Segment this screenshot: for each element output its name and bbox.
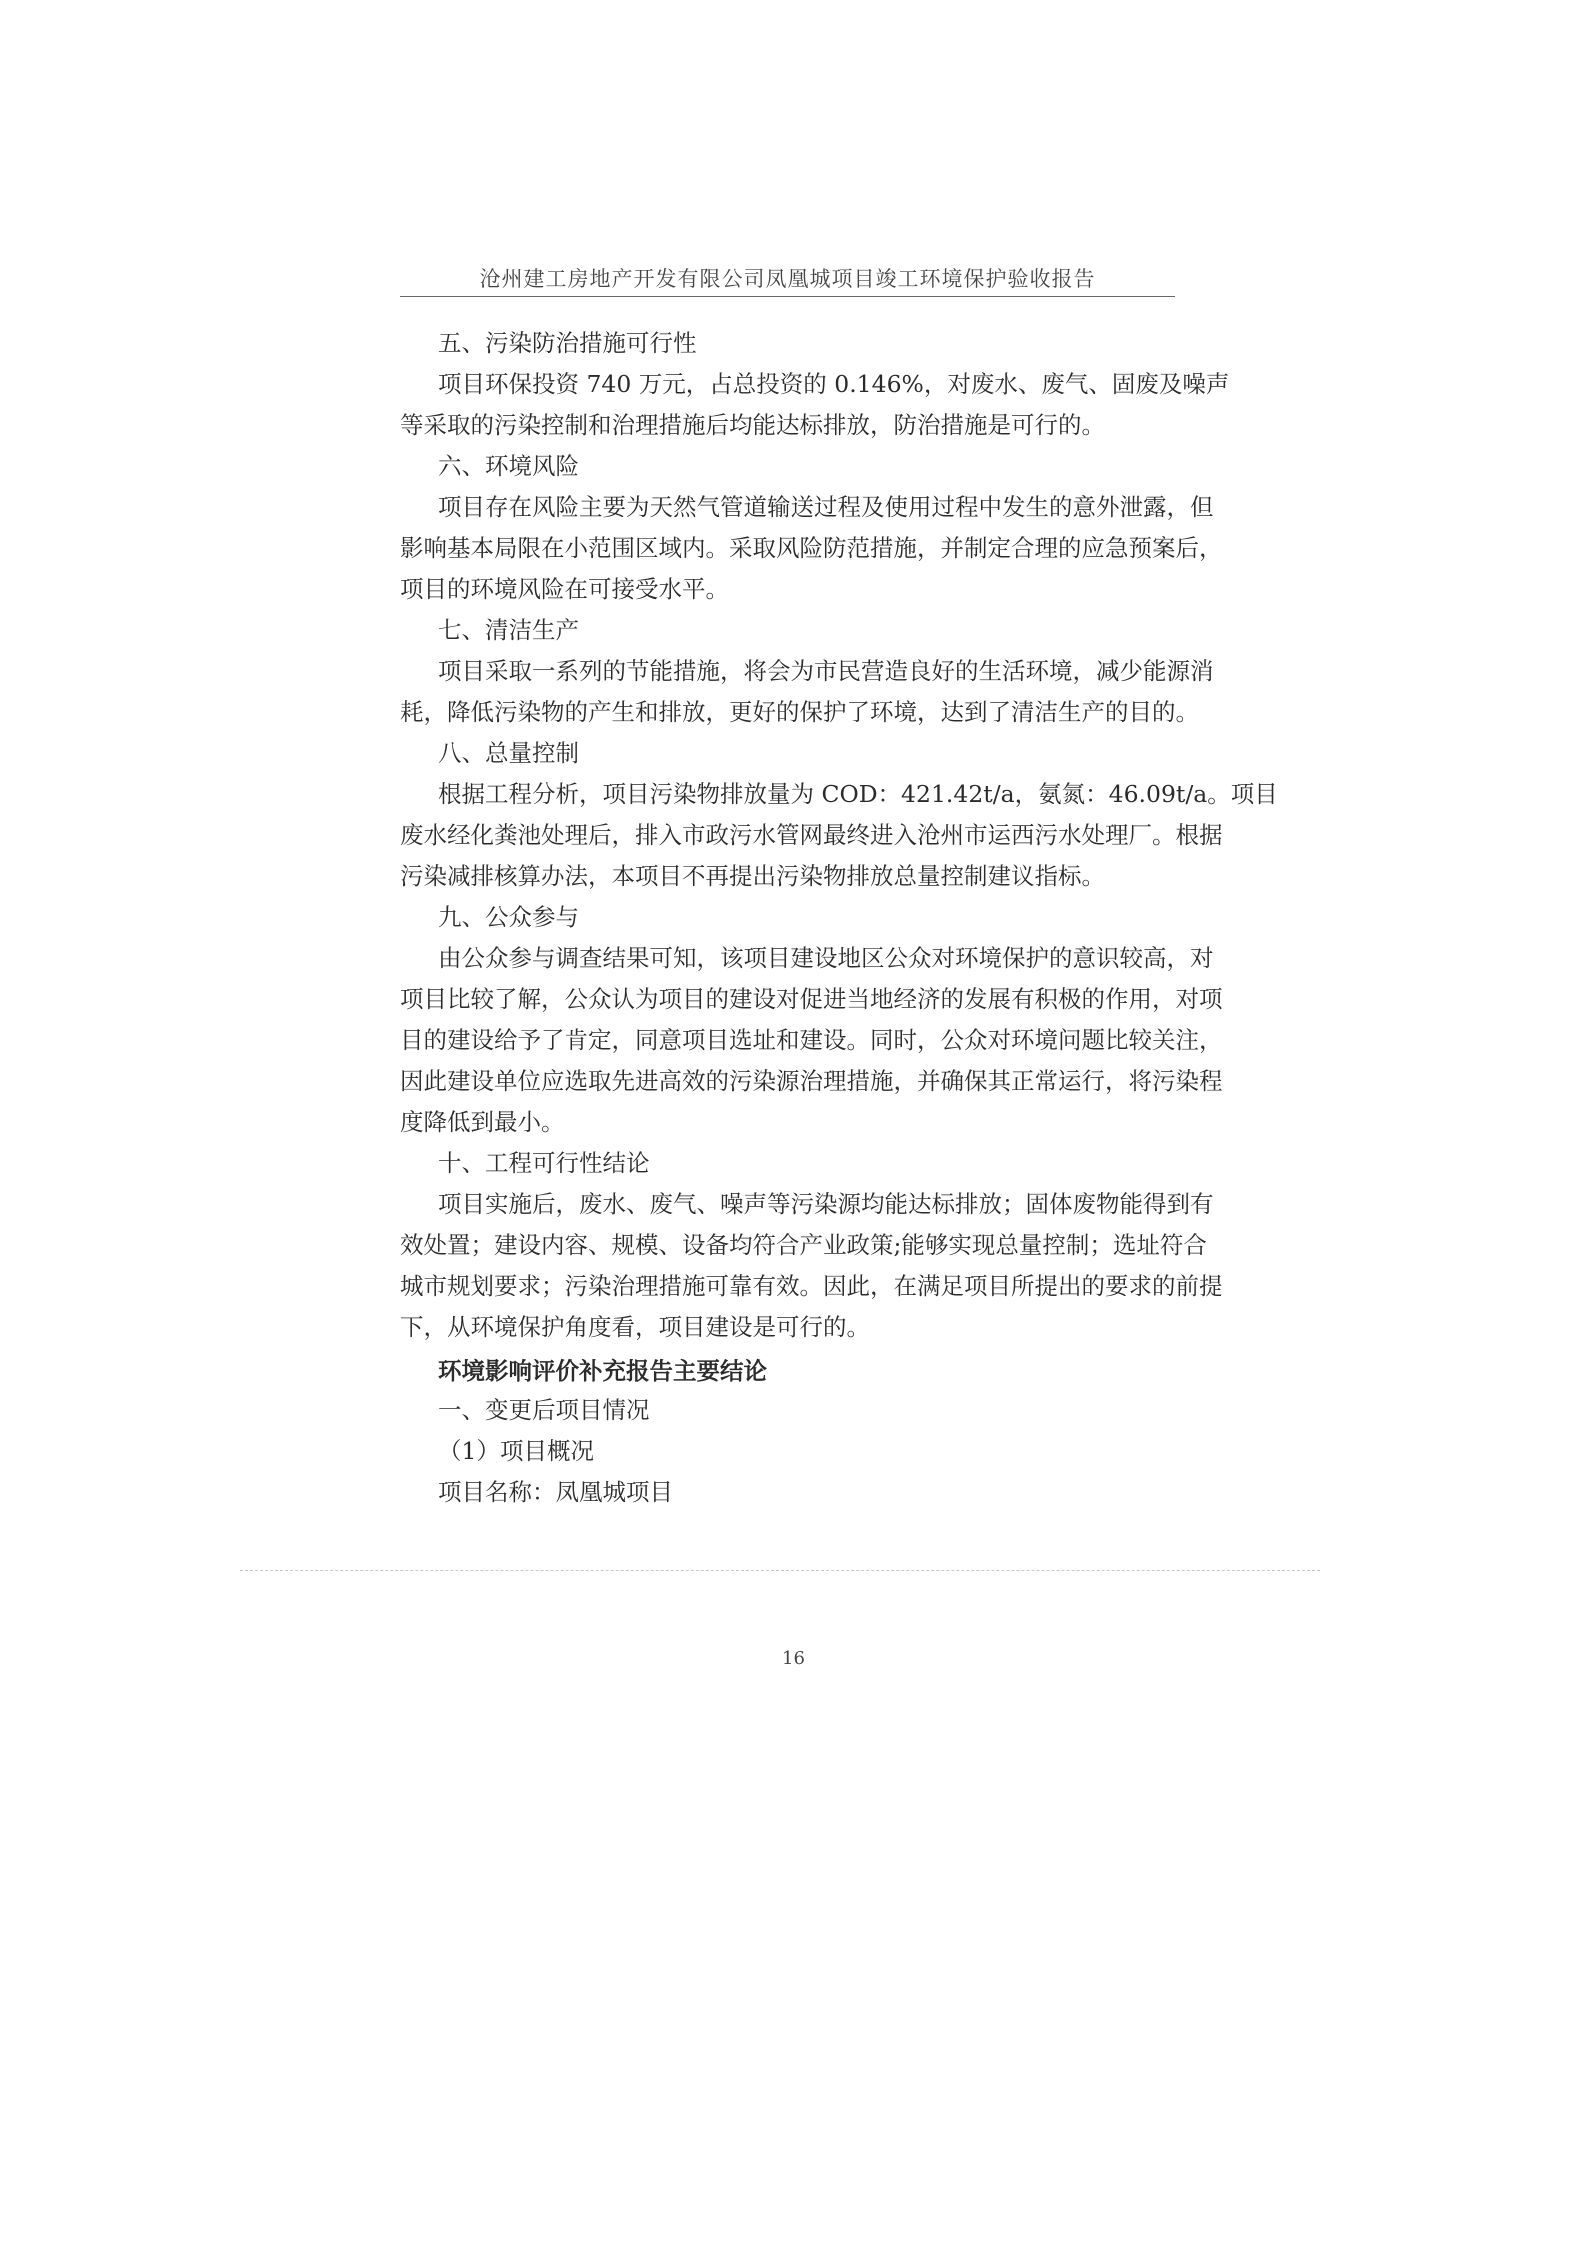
header-rule [400,296,1175,297]
paragraph-line: 因此建设单位应选取先进高效的污染源治理措施，并确保其正常运行，将污染程 [400,1067,1223,1095]
section-heading: 九、公众参与 [438,903,579,931]
paragraph-line: 项目实施后，废水、废气、噪声等污染源均能达标排放；固体废物能得到有 [438,1190,1214,1218]
subsection-heading: 一、变更后项目情况 [438,1396,650,1424]
section-heading: 五、污染防治措施可行性 [438,329,697,357]
paragraph-line: 项目比较了解，公众认为项目的建设对促进当地经济的发展有积极的作用，对项 [400,985,1223,1013]
paragraph-line: 项目环保投资 740 万元，占总投资的 0.146%，对废水、废气、固废及噪声 [438,370,1230,398]
paragraph-line: 根据工程分析，项目污染物排放量为 COD：421.42t/a，氨氮：46.09t/a。项目 [438,780,1278,808]
paragraph-line: 废水经化粪池处理后，排入市政污水管网最终进入沧州市运西污水处理厂。根据 [400,821,1223,849]
bottom-rule [240,1570,1320,1571]
paragraph-line: 城市规划要求；污染治理措施可靠有效。因此，在满足项目所提出的要求的前提 [400,1272,1223,1300]
page-header: 沧州建工房地产开发有限公司凤凰城项目竣工环境保护验收报告 [479,267,1096,291]
section-heading: 七、清洁生产 [438,616,579,644]
paragraph-line: 等采取的污染控制和治理措施后均能达标排放，防治措施是可行的。 [400,411,1105,439]
paragraph-line: 目的建设给予了肯定，同意项目选址和建设。同时，公众对环境问题比较关注， [400,1026,1223,1054]
paragraph-line: 影响基本局限在小范围区域内。采取风险防范措施，并制定合理的应急预案后， [400,534,1223,562]
paragraph-line: 项目的环境风险在可接受水平。 [400,575,729,603]
section-heading: 十、工程可行性结论 [438,1149,650,1177]
paragraph-line: 下，从环境保护角度看，项目建设是可行的。 [400,1313,870,1341]
paragraph-line: 污染减排核算办法，本项目不再提出污染物排放总量控制建议指标。 [400,862,1105,890]
project-name-line: 项目名称：凤凰城项目 [438,1478,673,1506]
section-heading: 六、环境风险 [438,452,579,480]
supplement-title: 环境影响评价补充报告主要结论 [438,1357,767,1385]
paragraph-line: 项目存在风险主要为天然气管道输送过程及使用过程中发生的意外泄露，但 [438,493,1214,521]
paragraph-line: 耗，降低污染物的产生和排放，更好的保护了环境，达到了清洁生产的目的。 [400,698,1199,726]
paragraph-line: 效处置；建设内容、规模、设备均符合产业政策;能够实现总量控制；选址符合 [400,1231,1207,1259]
paragraph-line: 度降低到最小。 [400,1108,565,1136]
paragraph-line: 项目采取一系列的节能措施，将会为市民营造良好的生活环境，减少能源消 [438,657,1214,685]
subsection-heading: （1）项目概况 [438,1437,594,1465]
page-number: 16 [782,1648,805,1669]
document-body [400,324,1278,1512]
paragraph-line: 由公众参与调查结果可知，该项目建设地区公众对环境保护的意识较高，对 [438,944,1214,972]
section-heading: 八、总量控制 [438,739,579,767]
